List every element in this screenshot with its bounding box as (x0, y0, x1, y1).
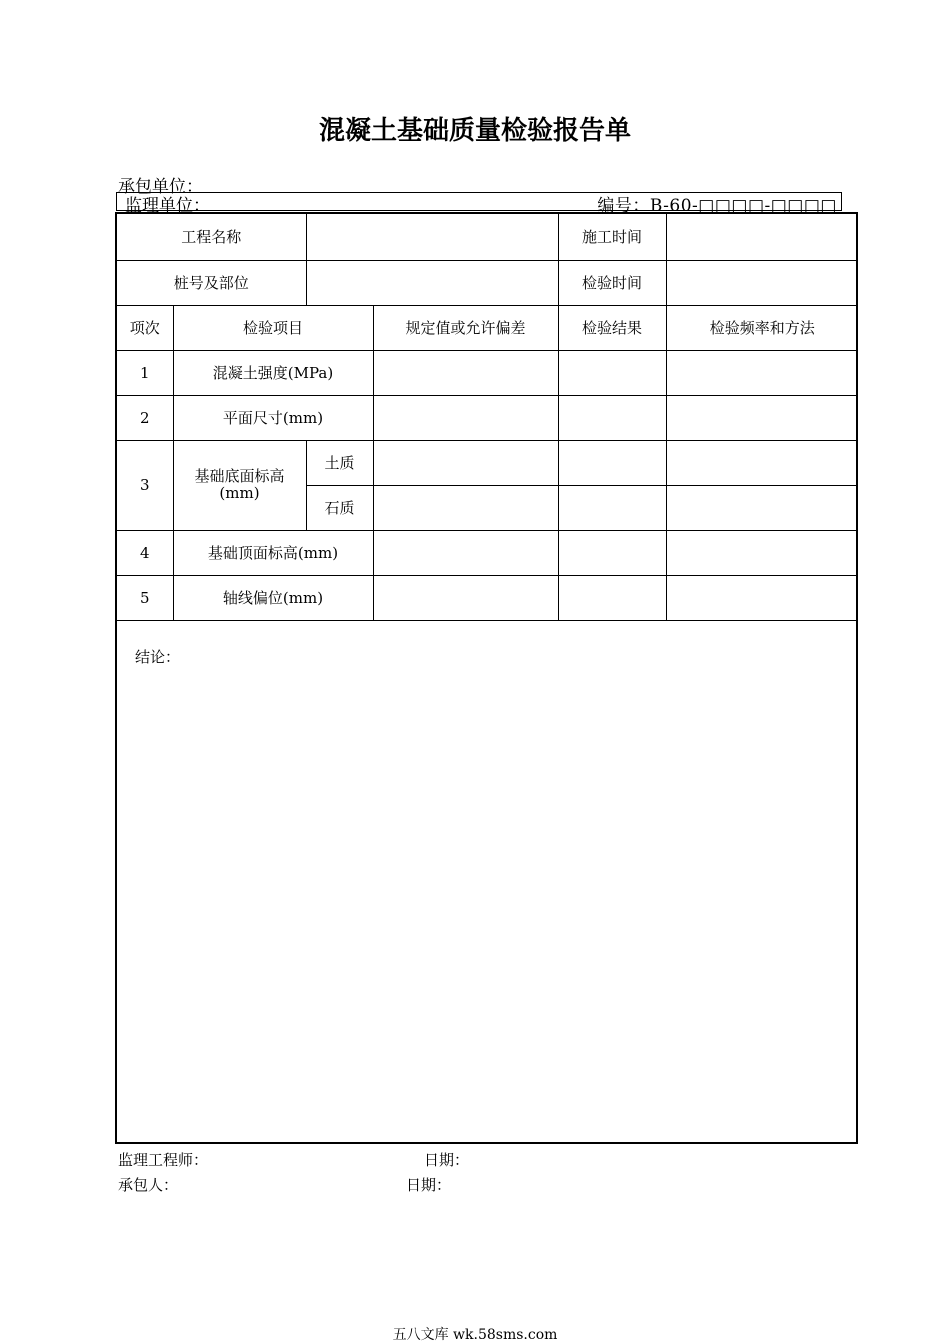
inspection-time-label: 检验时间 (558, 260, 666, 305)
contractor-person-label: 承包人： (118, 1176, 179, 1194)
result-cell[interactable] (558, 485, 666, 530)
item-no: 4 (117, 530, 173, 575)
result-cell[interactable] (558, 350, 666, 395)
method-cell[interactable] (666, 395, 858, 440)
construction-time-label: 施工时间 (558, 214, 666, 260)
table-header-row (117, 305, 858, 350)
spec-cell[interactable] (373, 350, 558, 395)
item-no: 5 (117, 575, 173, 620)
header-result: 检验结果 (558, 305, 666, 350)
result-cell[interactable] (558, 395, 666, 440)
engineer-date-label: 日期： (424, 1151, 470, 1169)
station-label: 桩号及部位 (117, 260, 306, 305)
method-cell[interactable] (666, 350, 858, 395)
contractor-date-label: 日期： (406, 1176, 452, 1194)
result-cell[interactable] (558, 440, 666, 485)
method-cell[interactable] (666, 485, 858, 530)
table-row (117, 395, 858, 440)
item-name: 轴线偏位(mm) (173, 575, 373, 620)
inspection-table (117, 214, 858, 621)
header-item: 检验项目 (173, 305, 373, 350)
table-row (117, 260, 858, 305)
method-cell[interactable] (666, 575, 858, 620)
inspection-time-field[interactable] (666, 260, 858, 305)
table-row (117, 214, 858, 260)
watermark: 五八文库 wk.58sms.com (392, 1327, 558, 1343)
document-number: 编号：B-60-□□□□-□□□□ (597, 196, 837, 216)
supervisor-row (116, 192, 842, 216)
item-name: 基础底面标高(mm) (173, 440, 306, 530)
spec-cell[interactable] (373, 440, 558, 485)
station-field[interactable] (306, 260, 558, 305)
report-form (115, 212, 858, 1144)
spec-cell[interactable] (373, 395, 558, 440)
spec-cell[interactable] (373, 485, 558, 530)
construction-time-field[interactable] (666, 214, 858, 260)
item-subtype: 土质 (306, 440, 373, 485)
header-item-no: 项次 (117, 305, 173, 350)
method-cell[interactable] (666, 530, 858, 575)
item-no: 2 (117, 395, 173, 440)
spec-cell[interactable] (373, 530, 558, 575)
item-no: 3 (117, 440, 173, 530)
page-title: 混凝土基础质量检验报告单 (318, 116, 631, 146)
header-spec: 规定值或允许偏差 (373, 305, 558, 350)
contractor-unit-label: 承包单位： (118, 177, 203, 197)
item-name: 混凝土强度(MPa) (173, 350, 373, 395)
table-row (117, 350, 858, 395)
table-row (117, 530, 858, 575)
result-cell[interactable] (558, 530, 666, 575)
project-name-label: 工程名称 (117, 214, 306, 260)
spec-cell[interactable] (373, 575, 558, 620)
engineer-label: 监理工程师： (118, 1151, 209, 1169)
header-method: 检验频率和方法 (666, 305, 858, 350)
item-no: 1 (117, 350, 173, 395)
item-subtype: 石质 (306, 485, 373, 530)
result-cell[interactable] (558, 575, 666, 620)
table-row (117, 440, 858, 485)
item-name: 平面尺寸(mm) (173, 395, 373, 440)
item-name: 基础顶面标高(mm) (173, 530, 373, 575)
table-row (117, 575, 858, 620)
supervisor-unit-label: 监理单位： (125, 196, 210, 216)
project-name-field[interactable] (306, 214, 558, 260)
conclusion-label: 结论： (135, 648, 181, 666)
method-cell[interactable] (666, 440, 858, 485)
